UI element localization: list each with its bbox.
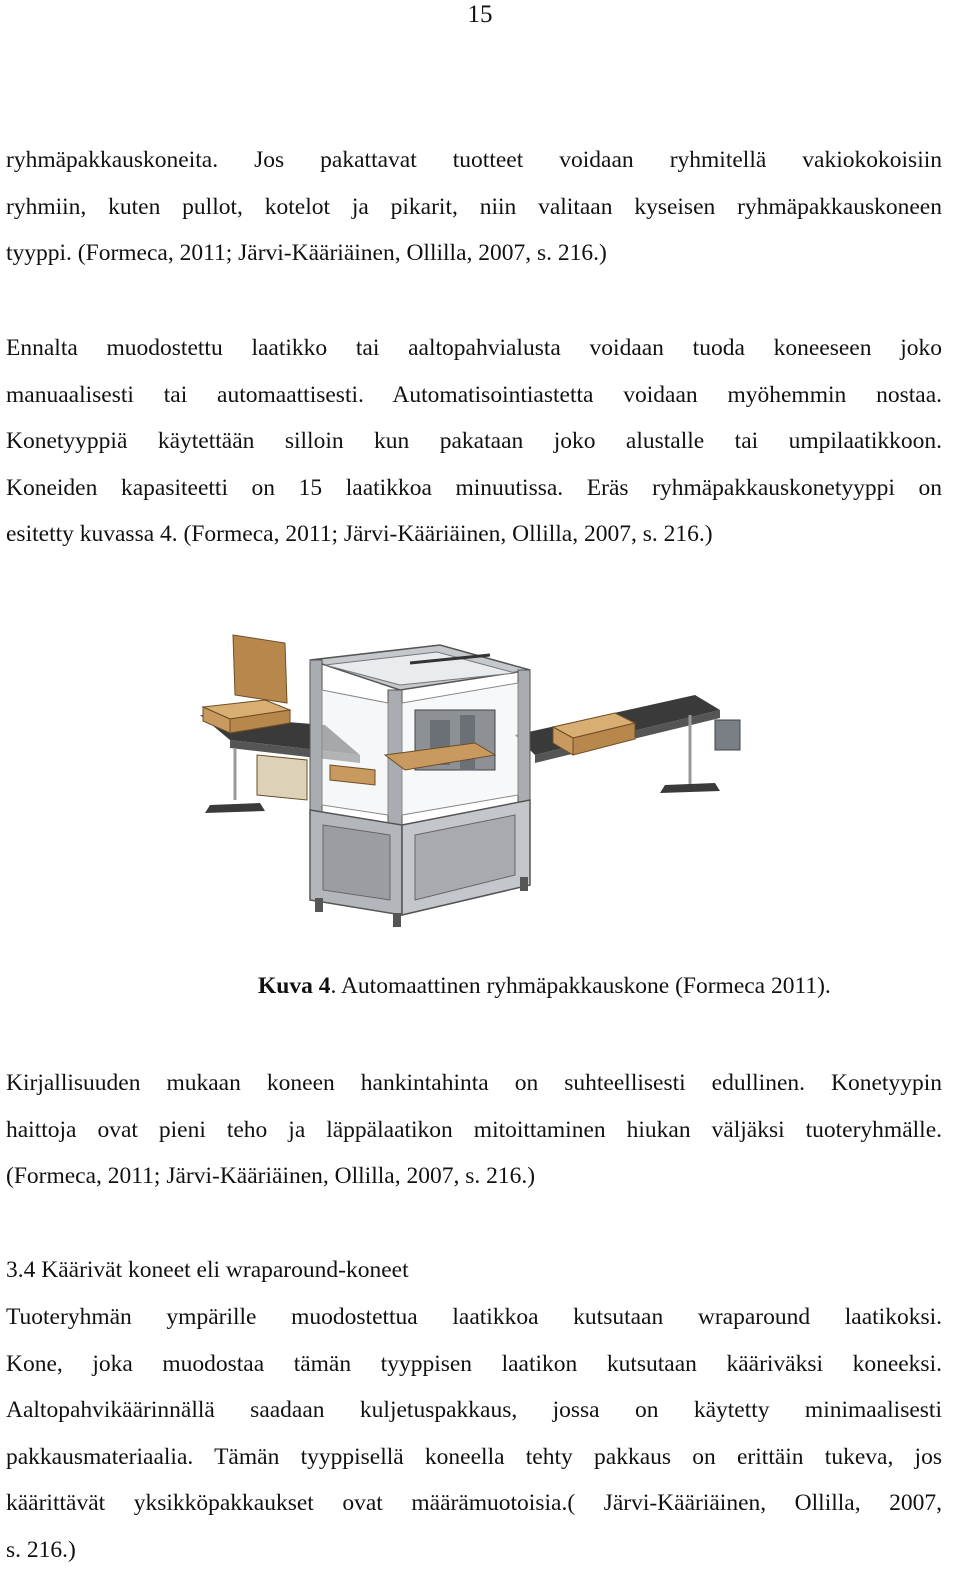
right-conveyor	[515, 695, 740, 793]
page-number: 15	[467, 1, 493, 28]
paragraph-2	[6, 325, 942, 558]
text-line: esitetty kuvassa 4. (Formeca, 2011; Järvi-Kääriäinen, Ollilla, 2007, s. 216.)	[6, 521, 713, 547]
paragraph-3	[6, 1060, 942, 1200]
right-box	[553, 713, 635, 755]
packaging-machine-illustration	[175, 615, 770, 935]
text-line: s. 216.)	[6, 1536, 76, 1563]
text-line: Kone, joka muodostaa tämän tyyppisen laatikon kutsutaan kääriväksi koneeksi.	[6, 1350, 942, 1377]
text-line: Aaltopahvikäärinnällä saadaan kuljetuspakkaus, jossa on käytetty minimaalisesti	[6, 1397, 942, 1423]
text-line: Kirjallisuuden mukaan koneen hankintahinta on suhteellisesti edullinen. Konetyypin	[6, 1070, 942, 1096]
text-line: tyyppi. (Formeca, 2011; Järvi-Kääriäinen, Ollilla, 2007, s. 216.)	[6, 240, 607, 266]
paragraph-4	[6, 1294, 942, 1573]
text-line: pakkausmateriaalia. Tämän tyyppisellä koneella tehty pakkaus on erittäin tukeva, jos	[6, 1443, 942, 1470]
machine-frame	[310, 645, 530, 927]
text-line: Koneiden kapasiteetti on 15 laatikkoa minuutissa. Eräs ryhmäpakkauskonetyyppi on	[6, 474, 942, 501]
caption-text: . Automaattinen ryhmäpakkauskone (Formeca 2011).	[330, 973, 831, 999]
paragraph-1	[6, 137, 942, 277]
text-line: manuaalisesti tai automaattisesti. Automatisointiastetta voidaan myöhemmin nostaa.	[6, 381, 942, 408]
text-line: Ennalta muodostettu laatikko tai aaltopahvialusta voidaan tuoda koneeseen joko	[6, 335, 942, 361]
text-line: ryhmiin, kuten pullot, kotelot ja pikarit, niin valitaan kyseisen ryhmäpakkauskoneen	[6, 193, 942, 220]
text-line: Tuoteryhmän ympärille muodostettua laatikkoa kutsutaan wraparound laatikoksi.	[6, 1304, 942, 1330]
text-line: haittoja ovat pieni teho ja läppälaatikon mitoittaminen hiukan väljäksi tuoteryhmälle.	[6, 1116, 942, 1143]
text-line: Konetyyppiä käytettään silloin kun pakataan joko alustalle tai umpilaatikkoon.	[6, 428, 942, 454]
caption-label: Kuva 4	[258, 973, 331, 999]
figure-caption	[258, 968, 831, 1004]
text-line: ryhmäpakkauskoneita. Jos pakattavat tuotteet voidaan ryhmitellä vakiokokoisiin	[6, 147, 942, 173]
left-boxes	[203, 635, 307, 800]
section-heading: 3.4 Käärivät koneet eli wraparound-koneet	[6, 1257, 409, 1283]
text-line: käärittävät yksikköpakkaukset ovat määrämuotoisia.( Järvi-Kääriäinen, Ollilla, 2007,	[6, 1490, 942, 1516]
text-line: (Formeca, 2011; Järvi-Kääriäinen, Ollilla, 2007, s. 216.)	[6, 1163, 536, 1189]
